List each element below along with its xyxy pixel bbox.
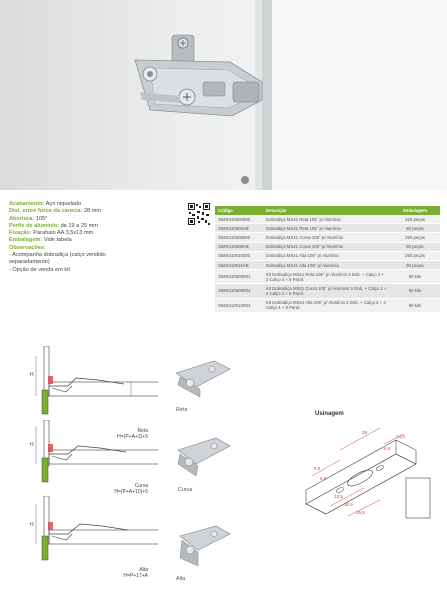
cell-packaging: 50 peças xyxy=(390,242,440,251)
qr-code[interactable] xyxy=(188,203,210,225)
cell-code: SIMS410508000 xyxy=(215,233,263,242)
cell-description: Dobradiça MS41 Curva 105° p/ Alumínio xyxy=(263,242,390,251)
header-description: Descrição xyxy=(263,206,390,215)
cell-description: Kit Dobradiça MS41 Reta 105° p/ Alumínio 2 Dob. + Calço 2 + 2 Calço 4 + 8 Paraf. xyxy=(263,270,390,284)
hinge-picture-curva xyxy=(172,428,234,483)
spec-notes: Observações: xyxy=(9,244,47,251)
dim-label: 28 xyxy=(362,430,368,435)
note-line: - Opção de venda em kit xyxy=(9,266,70,273)
cell-packaging: 50 peças xyxy=(390,224,440,233)
usinagem-title: Usinagem xyxy=(315,411,344,417)
table-row xyxy=(215,270,440,284)
header-code: Código xyxy=(215,206,263,215)
cell-code: SIMS410500R01 xyxy=(215,270,263,284)
table-row xyxy=(215,224,440,233)
dim-label: 25,5 xyxy=(356,510,365,515)
dim-label: 14,5 xyxy=(396,434,405,439)
cell-description: Dobradiça MS41 Reta 105° p/ Alumínio xyxy=(263,215,390,224)
note-line: separadamente) xyxy=(9,259,50,266)
table-row xyxy=(215,215,440,224)
cell-code: SIMS410500AB xyxy=(215,224,263,233)
drawing-alta xyxy=(28,496,158,566)
cell-packaging: 250 peças xyxy=(390,233,440,242)
table-row xyxy=(215,242,440,251)
dim-label: 9,5 xyxy=(314,466,321,471)
cell-packaging: 250 peças xyxy=(390,251,440,260)
spec-profiles: Perfis de alumínio: de 19 a 25 mm xyxy=(9,222,98,229)
cell-description: Dobradiça MS41 Alta 105° p/ Alumínio xyxy=(263,260,390,269)
cell-description: Kit Dobradiça MS41 Curva 105° p/ Alumínio 2 Dob. + Calço 2 + 2 Calço 4 + 8 Paraf. xyxy=(263,284,390,298)
diagram-caption: Curva H=(P+A+10)+5 xyxy=(114,483,148,495)
dim-label: 6,5 xyxy=(384,446,391,451)
dim-label: 12,5 xyxy=(334,494,343,499)
cell-description: Dobradiça MS41 Curva 105° p/ Alumínio xyxy=(263,233,390,242)
picture-caption: Alta xyxy=(176,576,186,582)
spec-finish: Acabamento: Aço niquelado xyxy=(9,201,82,207)
spec-packaging: Embalagem: Vide tabela xyxy=(9,237,72,244)
drawing-curva xyxy=(28,420,158,488)
product-photo xyxy=(0,0,447,190)
hinge-picture-reta xyxy=(172,353,234,405)
cell-description: Dobradiça MS41 Alta 105° p/ Alumínio xyxy=(263,251,390,260)
table-row xyxy=(215,284,440,298)
dim-label: 30,5 xyxy=(344,502,353,507)
cell-code: SIMS410508AB xyxy=(215,242,263,251)
table-row xyxy=(215,260,440,269)
spec-opening: Abertura: 105° xyxy=(9,215,48,222)
table-header-row xyxy=(215,206,440,215)
cell-code: SIMS410508R01 xyxy=(215,284,263,298)
table-row xyxy=(215,298,440,312)
svg-text:H: H xyxy=(30,522,34,528)
cell-packaging: 50 peças xyxy=(390,260,440,269)
hinge-picture-alta xyxy=(172,518,234,573)
cell-description: Kit Dobradiça MS41 Alta 105° p/ Alumínio 2 Dob. + Calço 2 + 2 Calço 4 + 8 Paraf. xyxy=(263,298,390,312)
picture-caption: Curva xyxy=(178,487,193,493)
product-table xyxy=(215,206,440,313)
cell-code: SIMS410500000 xyxy=(215,215,263,224)
cell-packaging: 250 peças xyxy=(390,215,440,224)
diagram-caption: Alta H=P+17+A xyxy=(123,567,148,579)
cell-code: SIMS410515AB xyxy=(215,260,263,269)
picture-caption: Reta xyxy=(176,407,188,413)
cell-code: SIMS410515000 xyxy=(215,251,263,260)
cell-description: Dobradiça MS41 Reta 105° p/ Alumínio xyxy=(263,224,390,233)
diagram-caption: Reta H=(P+A+2)+5 xyxy=(117,428,148,440)
cell-packaging: 50 kits xyxy=(390,270,440,284)
header-packaging: Embalagem xyxy=(390,206,440,215)
note-line: - Acompanha dobradiça (calço vendido xyxy=(9,252,106,259)
cell-code: SIMS410515R01 xyxy=(215,298,263,312)
cell-packaging: 50 kits xyxy=(390,284,440,298)
dim-label: 8,5 xyxy=(320,476,327,481)
usinagem-drawing xyxy=(300,420,440,525)
cell-packaging: 50 kits xyxy=(390,298,440,312)
table-row xyxy=(215,251,440,260)
spec-hole-distance: Dist. entre furos da caneca: 28 mm xyxy=(9,208,102,215)
svg-text:H: H xyxy=(30,372,34,378)
spec-fixing: Fixação: Parafuso AA 3,5x13 mm xyxy=(9,230,94,237)
svg-text:H: H xyxy=(30,442,34,448)
table-row xyxy=(215,233,440,242)
specifications xyxy=(9,201,179,274)
hinge-photo-illustration xyxy=(0,0,447,190)
drawing-reta xyxy=(28,346,158,426)
